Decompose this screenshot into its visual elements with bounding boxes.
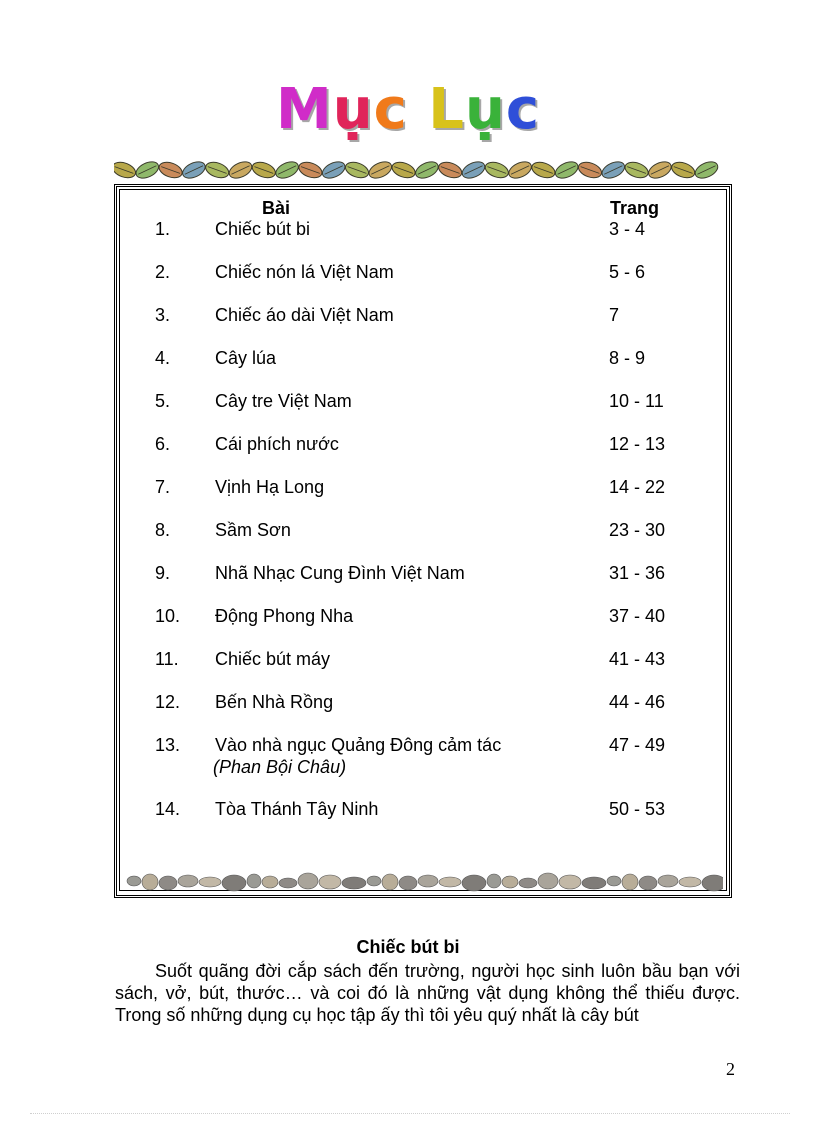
pebble-icon	[582, 877, 606, 889]
leaf-icon	[366, 159, 394, 182]
pebble-icon	[538, 873, 558, 889]
leaf-icon	[204, 159, 231, 180]
toc-number: 9.	[155, 563, 171, 583]
toc-number: 1.	[155, 219, 171, 239]
toc-number: 6.	[155, 434, 171, 454]
toc-title: Chiếc áo dài Việt Nam	[215, 305, 394, 325]
pebble-icon	[199, 877, 221, 887]
toc-title: Chiếc bút máy	[215, 649, 331, 669]
leaf-icon	[670, 159, 697, 180]
title-letter: ụ	[464, 77, 506, 142]
toc-pages: 5 - 6	[609, 262, 646, 282]
pebble-icon	[519, 878, 537, 888]
pebble-icon	[247, 874, 261, 888]
leaf-icon	[530, 159, 557, 180]
toc-pages: 14 - 22	[609, 477, 666, 497]
toc-pages: 8 - 9	[609, 348, 646, 368]
leaf-icon	[693, 159, 721, 182]
pebble-icon	[658, 875, 678, 887]
toc-title: Vào nhà ngục Quảng Đông cảm tác	[215, 735, 502, 755]
leaf-icon	[483, 159, 510, 180]
toc-pages: 12 - 13	[609, 434, 666, 454]
pebble-icon	[319, 875, 341, 889]
pebble-icon	[399, 876, 417, 890]
pebble-icon	[382, 874, 398, 890]
pebble-icon	[342, 877, 366, 889]
pebble-border-decoration	[121, 868, 723, 892]
toc-title: Động Phong Nha	[215, 606, 354, 626]
section-paragraph: Suốt quãng đời cắp sách đến trường, người học sinh luôn bầu bạn với sách, vở, bút, thước… và coi đó là những vật dụng không thể thiếu được. Trong số những dụng cụ học tập ấy thì tôi yêu quý nhất là cây bút	[115, 961, 740, 1025]
toc-title: Cái phích nước	[215, 434, 339, 454]
title-letter: ụ	[332, 77, 374, 142]
toc-title: Nhã Nhạc Cung Đình Việt Nam	[215, 563, 465, 583]
toc-pages: 41 - 43	[609, 649, 666, 669]
toc-number: 5.	[155, 391, 171, 411]
pebble-icon	[418, 875, 438, 887]
leaf-icon	[273, 159, 301, 182]
pebble-icon	[487, 874, 501, 888]
pebble-icon	[222, 875, 246, 891]
toc-number: 2.	[155, 262, 171, 282]
leaf-icon	[390, 159, 417, 180]
toc-pages: 44 - 46	[609, 692, 666, 712]
leaf-icon	[114, 159, 138, 180]
toc-title: Sầm Sơn	[215, 520, 291, 540]
leaf-icon	[157, 159, 184, 180]
pebble-icon	[679, 877, 701, 887]
title-letter: L	[428, 77, 465, 142]
section-title: Chiếc bút bi	[356, 937, 460, 957]
pebble-icon	[279, 878, 297, 888]
toc-pages: 7	[609, 305, 620, 325]
pebble-icon	[639, 876, 657, 890]
leaf-icon	[250, 159, 277, 180]
pebble-icon	[462, 875, 486, 891]
toc-header-page: Trang	[610, 198, 660, 218]
leaf-icon	[320, 159, 348, 182]
leaf-icon	[460, 159, 488, 182]
toc-title: Chiếc nón lá Việt Nam	[215, 262, 394, 282]
toc-title: Tòa Thánh Tây Ninh	[215, 799, 379, 819]
toc-title: Vịnh Hạ Long	[215, 477, 325, 497]
pebble-icon	[502, 876, 518, 888]
toc-number: 4.	[155, 348, 171, 368]
leaf-icon	[646, 159, 674, 182]
leaf-icon	[297, 159, 324, 180]
toc-number: 3.	[155, 305, 171, 325]
toc-pages: 50 - 53	[609, 799, 666, 819]
title-letter: M	[275, 77, 333, 142]
page-divider	[30, 1113, 790, 1114]
leaf-icon	[180, 159, 208, 182]
toc-number: 10.	[155, 606, 181, 626]
toc-number: 14.	[155, 799, 181, 819]
pebble-icon	[622, 874, 638, 890]
toc-number: 12.	[155, 692, 181, 712]
leaf-icon	[343, 159, 370, 180]
section-body	[115, 960, 740, 1026]
title-letter: c	[505, 77, 541, 142]
toc-pages: 10 - 11	[609, 391, 664, 411]
leaf-icon	[623, 159, 650, 180]
toc-title: Cây tre Việt Nam	[215, 391, 352, 411]
toc-pages: 23 - 30	[609, 520, 666, 540]
leaf-border-decoration	[114, 156, 732, 184]
leaf-icon	[553, 159, 581, 182]
pebble-icon	[178, 875, 198, 887]
pebble-icon	[607, 876, 621, 886]
toc-title: Bến Nhà Rồng	[215, 692, 334, 712]
toc-author: (Phan Bội Châu)	[213, 757, 347, 777]
toc-pages: 47 - 49	[609, 735, 666, 755]
leaf-icon	[576, 159, 603, 180]
toc-pages: 31 - 36	[609, 563, 666, 583]
pebble-icon	[439, 877, 461, 887]
toc-pages: 3 - 4	[609, 219, 646, 239]
leaf-icon	[437, 159, 464, 180]
toc-number: 11.	[155, 649, 179, 669]
pebble-icon	[559, 875, 581, 889]
leaf-icon	[506, 159, 534, 182]
title-letter	[408, 82, 429, 138]
toc-pages: 37 - 40	[609, 606, 666, 626]
toc-header-lesson: Bài	[262, 198, 291, 218]
pebble-icon	[262, 876, 278, 888]
pebble-icon	[702, 875, 723, 891]
leaf-icon	[413, 159, 441, 182]
toc-title: Cây lúa	[215, 348, 277, 368]
page-title	[0, 77, 816, 142]
toc-number: 7.	[155, 477, 171, 497]
leaf-icon	[133, 159, 161, 182]
pebble-icon	[298, 873, 318, 889]
leaf-icon	[599, 159, 627, 182]
pebble-icon	[142, 874, 158, 890]
page-number: 2	[726, 1059, 735, 1079]
toc-number: 13.	[155, 735, 181, 755]
title-letter: c	[373, 77, 408, 142]
pebble-icon	[127, 876, 141, 886]
leaf-icon	[227, 159, 255, 182]
toc-title: Chiếc bút bi	[215, 219, 311, 239]
pebble-icon	[159, 876, 177, 890]
pebble-icon	[367, 876, 381, 886]
toc-number: 8.	[155, 520, 171, 540]
